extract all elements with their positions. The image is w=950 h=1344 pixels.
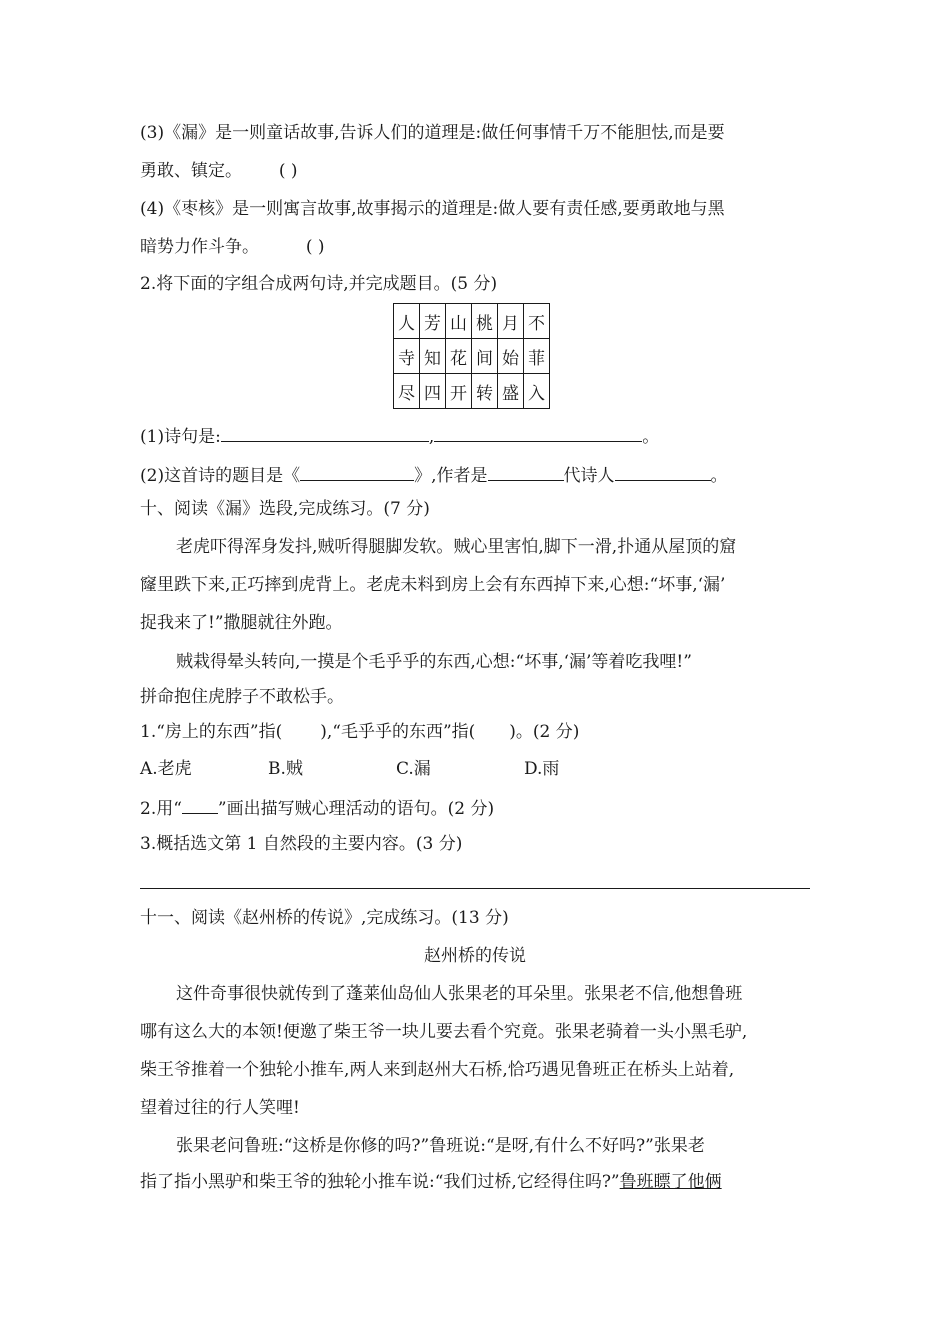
option-d[interactable]: D.雨 (524, 759, 560, 779)
option-a[interactable]: A.老虎 (140, 759, 192, 779)
poem-blank-2[interactable] (434, 423, 642, 442)
grid-cell: 尽 (394, 374, 420, 409)
grid-cell: 芳 (420, 304, 446, 339)
q3-line2 (140, 160, 297, 182)
grid-cell: 寺 (394, 339, 420, 374)
s10-para1-line2: 窿里跌下来,正巧摔到虎背上。老虎未料到房上会有东西掉下来,心想:“坏事,‘漏’ (140, 575, 726, 595)
q4-line2 (140, 236, 324, 258)
poem-comma: , (428, 427, 435, 447)
poem-title-line (140, 462, 728, 487)
option-b[interactable]: B.贼 (268, 759, 303, 779)
poem-line (140, 423, 659, 448)
s10-q1-part-c: )。(2 分) (509, 722, 580, 742)
q2-prompt: 2.将下面的字组合成两句诗,并完成题目。(5 分) (140, 274, 498, 294)
grid-cell: 盛 (498, 374, 524, 409)
s10-q3: 3.概括选文第 1 自然段的主要内容。(3 分) (140, 834, 463, 854)
s10-q2-part-a: 2.用“ (140, 799, 182, 819)
q3-line2-text: 勇敢、镇定。 (140, 161, 242, 181)
grid-cell: 山 (446, 304, 472, 339)
poem-title-blank[interactable] (300, 462, 414, 481)
underline-symbol (182, 795, 218, 814)
title-label: (2)这首诗的题目是《 (140, 466, 301, 486)
grid-cell: 不 (524, 304, 550, 339)
s10-q2-part-b: ”画出描写贼心理活动的语句。(2 分) (217, 799, 495, 819)
s10-para2-line1: 贼栽得晕头转向,一摸是个毛乎乎的东西,心想:“坏事,‘漏’等着吃我哩!” (176, 652, 692, 672)
s11-p1-line2: 哪有这么大的本领!便邀了柴王爷一块儿要去看个究竟。张果老骑着一头小黑毛驴, (140, 1022, 748, 1042)
grid-row (394, 374, 550, 409)
s11-p2-line2 (140, 1171, 722, 1193)
s10-q1 (140, 721, 579, 743)
s11-p1-line1: 这件奇事很快就传到了蓬莱仙岛仙人张果老的耳朵里。张果老不信,他想鲁班 (176, 984, 743, 1004)
poem-blank-1[interactable] (221, 423, 429, 442)
option-c[interactable]: C.漏 (396, 759, 431, 779)
character-grid (393, 303, 550, 409)
q4-answer-paren[interactable]: ( ) (305, 237, 325, 257)
q3-line1: (3)《漏》是一则童话故事,告诉人们的道理是:做任何事情千万不能胆怯,而是要 (140, 123, 725, 143)
s10-options (140, 758, 652, 780)
story-title: 赵州桥的传说 (424, 946, 526, 966)
grid-cell: 花 (446, 339, 472, 374)
s10-para1-line3: 捉我来了!”撒腿就往外跑。 (140, 613, 343, 633)
grid-cell: 间 (472, 339, 498, 374)
grid-cell: 四 (420, 374, 446, 409)
s11-p2-underlined-sentence: 鲁班瞟了他俩 (619, 1172, 722, 1192)
dynasty-suffix: 代诗人 (563, 466, 615, 486)
poem-label: (1)诗句是: (140, 427, 221, 447)
q3-answer-paren[interactable]: ( ) (278, 161, 298, 181)
grid-cell: 桃 (472, 304, 498, 339)
s11-p2-line2-a: 指了指小黑驴和柴王爷的独轮小推车说:“我们过桥,它经得住吗?” (140, 1172, 620, 1192)
s10-para1-line1: 老虎吓得浑身发抖,贼听得腿脚发软。贼心里害怕,脚下一滑,扑通从屋顶的窟 (176, 537, 737, 557)
poet-blank[interactable] (615, 462, 711, 481)
grid-cell: 转 (472, 374, 498, 409)
grid-row (394, 339, 550, 374)
dynasty-blank[interactable] (488, 462, 564, 481)
grid-cell: 始 (498, 339, 524, 374)
s10-para2-line2: 拼命抱住虎脖子不敢松手。 (140, 687, 344, 707)
s11-p1-line4: 望着过往的行人笑哩! (140, 1098, 300, 1118)
s10-q1-part-b: ),“毛乎乎的东西”指( (320, 722, 476, 742)
grid-cell: 月 (498, 304, 524, 339)
s11-p2-line1: 张果老问鲁班:“这桥是你修的吗?”鲁班说:“是呀,有什么不好吗?”张果老 (176, 1136, 705, 1156)
title-end: 。 (710, 466, 728, 486)
section11-heading: 十一、阅读《赵州桥的传说》,完成练习。(13 分) (140, 908, 509, 928)
s10-q2 (140, 795, 494, 820)
grid-cell: 知 (420, 339, 446, 374)
grid-cell: 开 (446, 374, 472, 409)
grid-cell: 人 (394, 304, 420, 339)
title-close: 》,作者是 (414, 466, 488, 486)
q4-line2-text: 暗势力作斗争。 (140, 237, 259, 257)
s11-p1-line3: 柴王爷推着一个独轮小推车,两人来到赵州大石桥,恰巧遇见鲁班正在桥头上站着, (140, 1060, 735, 1080)
grid-cell: 菲 (524, 339, 550, 374)
section10-heading: 十、阅读《漏》选段,完成练习。(7 分) (140, 499, 430, 519)
grid-cell: 入 (524, 374, 550, 409)
q4-line1: (4)《枣核》是一则寓言故事,故事揭示的道理是:做人要有责任感,要勇敢地与黑 (140, 199, 725, 219)
s10-q3-answer-line[interactable] (140, 888, 810, 889)
grid-row (394, 304, 550, 339)
s10-q1-part-a: 1.“房上的东西”指( (140, 722, 283, 742)
poem-end: 。 (642, 427, 660, 447)
